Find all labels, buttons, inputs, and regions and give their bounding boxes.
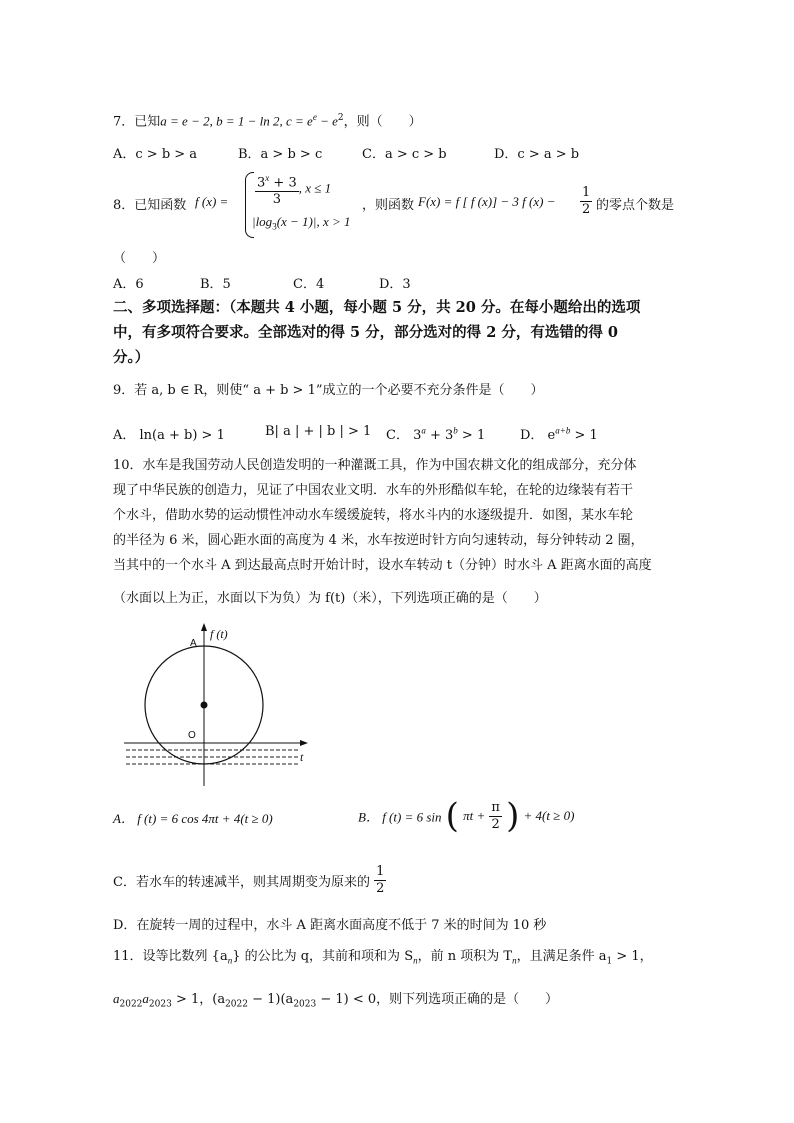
q7-option-b[interactable]: B．a > b > c [238,147,323,162]
q9-option-a[interactable]: A． ln(a + b) > 1 [113,428,225,443]
q9-option-b[interactable]: B| a | + | b | > 1 [265,424,372,439]
q8-paren: （ ） [113,251,166,266]
x-axis-arrow [300,740,308,746]
q8-option-a[interactable]: A．6 [113,277,144,292]
q7-option-a[interactable]: A．c > b > a [113,147,198,162]
point-a-label: A [190,638,197,649]
q10-line-1: 10．水车是我国劳动人民创造发明的一种灌溉工具，作为中国农耕文化的组成部分，充分体 [113,458,637,473]
q7-stem: 7．已知a = e − 2, b = 1 − ln 2, $c = e^e - e^2$，则（ ） [113,112,422,130]
q10-line-6: （水面以上为正，水面以下为负）为 f(t)（米），下列选项正确的是（ ） [113,591,547,606]
q10-option-c[interactable]: C．若水车的转速减半，则其周期变为原来的 $\frac{1}{2}$ [113,864,385,896]
q10-line-2: 现了中华民族的创造力，见证了中国农业文明．水车的外形酷似车轮，在轮的边缘装有若干 [113,483,634,498]
q10-line-4: 的半径为 6 米，圆心距水面的高度为 4 米，水车按逆时针方向匀速转动，每分钟转动 2 圈， [113,533,644,548]
section2-heading-2: 中，有多项符合要求。全部选对的得 5 分，部分选对的得 2 分，有选错的得 0 [113,324,619,341]
q10-option-a[interactable]: A． f (t) = 6 cos 4πt + 4(t ≥ 0) [113,811,273,826]
q8-option-d[interactable]: D．3 [379,277,411,292]
section2-heading-3: 分。） [113,349,150,366]
q9-option-d[interactable]: D． $e^{a+b} > 1$ [520,425,598,443]
q8-half: $\frac{1}{2}$ [582,185,591,217]
q10-option-d[interactable]: D．在旋转一周的过程中，水斗 A 距离水面高度不低于 7 米的时间为 10 秒 [113,918,547,933]
q8-end: 的零点个数是 [596,198,675,213]
q8-Fx: F(x) = f [ f (x)] − 3 f (x) − [418,194,556,209]
water-wheel-figure [118,620,318,790]
wheel-center [201,702,208,709]
q10-option-b[interactable]: B． f (t) = 6 sin ( πt + $\frac{\pi}{2}$ ) + 4(t ≥ 0) [358,796,575,836]
q8-piece1: $\frac{3^x + 3}{3}$ , x ≤ 1 [255,170,331,208]
q8-mid: ，则函数 [362,198,415,213]
q10-line-3: 个水斗，借助水势的运动惯性冲动水车缓缓旋转，将水斗内的水逐级提升．如图，某水车轮 [113,508,634,523]
q8-option-c[interactable]: C．4 [293,277,325,292]
q8-piece2: $|\log_3(x - 1)|$, x > 1 [252,214,351,232]
section2-heading-1: 二、多项选择题：（本题共 4 小题，每小题 5 分，共 20 分。在每小题给出的选项 [113,299,641,316]
q9-option-c[interactable]: C． $3^a + 3^b > 1$ [386,425,486,443]
q11-line-2: $a_{2022}a_{2023} > 1$，$(a_{2022} - 1)(a_{2023} - 1) < 0$，则下列选项正确的是（ ） [113,991,559,1010]
q8-fx: f (x) = [195,194,229,209]
y-axis-arrow [201,623,207,631]
q8-stem: 8．已知函数 [113,198,187,213]
q11-line-1: 11．设等比数列 $\{a_n\}$ 的公比为 q，其前和项和为 $S_n$，前 n 项积为 $T_n$，且满足条件 $a_1 > 1$， [113,949,653,967]
q8-option-b[interactable]: B．5 [200,277,231,292]
q7-option-c[interactable]: C．a > c > b [362,147,447,162]
q10-line-5: 当其中的一个水斗 A 到达最高点时开始计时，设水车转动 t（分钟）时水斗 A 距离水面的高度 [113,558,652,573]
point-o-label: O [188,730,196,741]
q9-stem: 9．若 a, b ∈ R，则使“ a + b > 1”成立的一个必要不充分条件是（ ） [113,383,544,398]
q7-option-d[interactable]: D．c > a > b [494,147,580,162]
x-axis-label: t [300,750,304,764]
y-axis-label: f (t) [210,627,228,641]
